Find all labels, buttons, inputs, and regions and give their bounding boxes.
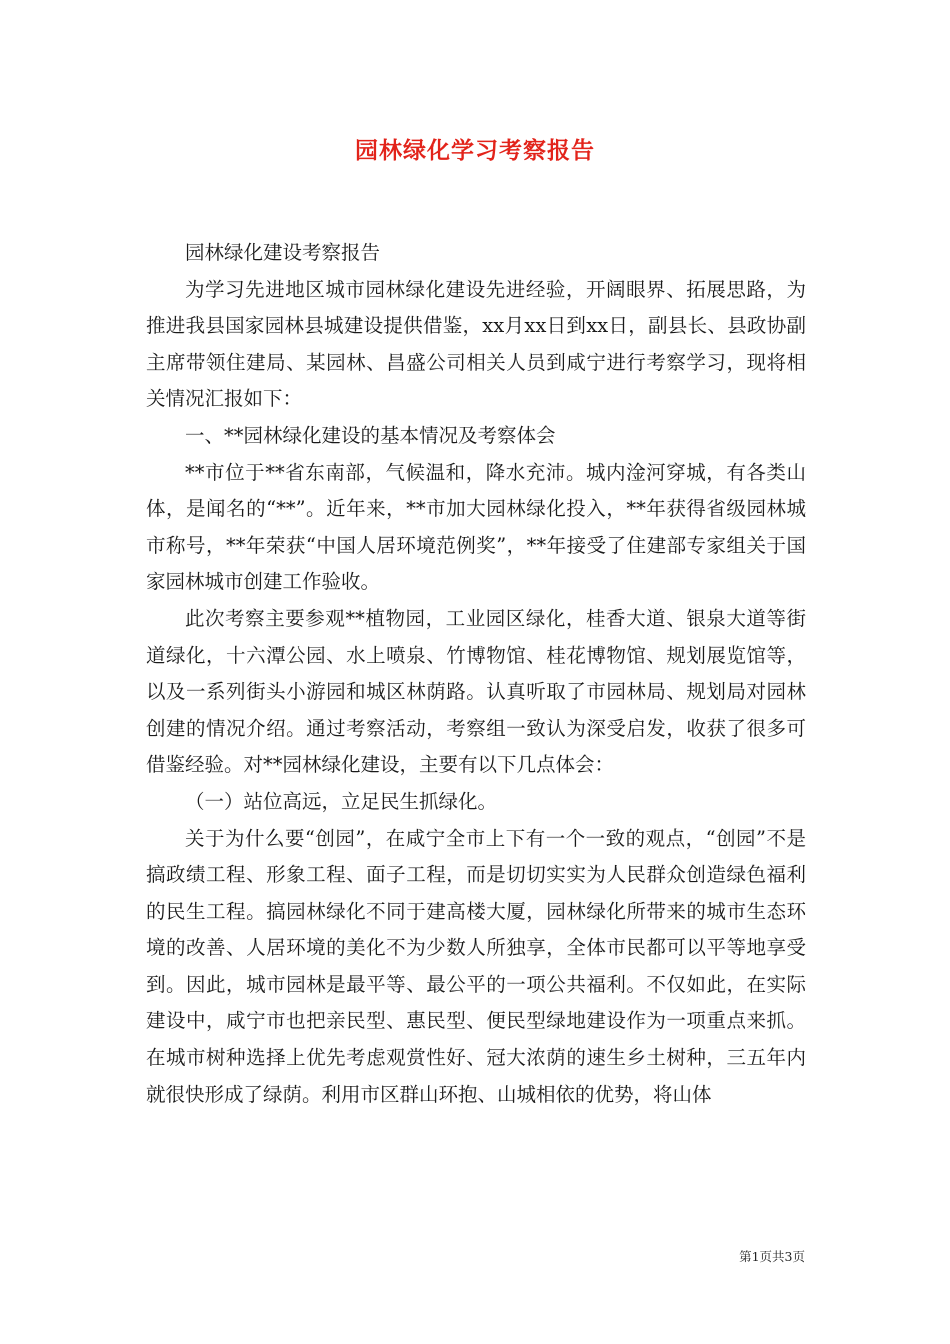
document-title: 园林绿化学习考察报告 (355, 137, 595, 164)
page-number: 第1页共3页 (739, 1249, 805, 1264)
paragraph-livelihood: 关于为什么要“创园”，在咸宁全市上下有一个一致的观点，“创园”不是搞政绩工程、形象工程、面子工程，而是切切实实为人民群众创造绿色福利的民生工程。搞园林绿化不同于建高楼大厦，园林绿化所带来的城市生态环境的改善、人居环境的美化不为少数人所独享，全体市民都可以平等地享受到。因此，城市园林是最平等、最公平的一项公共福利。不仅如此，在实际建设中，咸宁市也把亲民型、惠民型、便民型绿地建设作为一项重点来抓。在城市树种选择上优先考虑观赏性好、冠大浓荫的速生乡土树种，三五年内就很快形成了绿荫。利用市区群山环抱、山城相依的优势，将山体 (146, 826, 806, 1106)
paragraph-city-overview: **市位于**省东南部，气候温和，降水充沛。城内淦河穿城，有各类山体，是闻名的“**”。近年来，**市加大园林绿化投入，**年获得省级园林城市称号，**年荣获“中国人居环境范例奖”，**年接受了住建部专家组关于国家园林城市创建工作验收。 (146, 460, 806, 594)
paragraph-inspection: 此次考察主要参观**植物园，工业园区绿化，桂香大道、银泉大道等街道绿化，十六潭公园、水上喷泉、竹博物馆、桂花博物馆、规划展览馆等，以及一系列街头小游园和城区林荫路。认真听取了市园林局、规划局对园林创建的情况介绍。通过考察活动，考察组一致认为深受启发，收获了很多可借鉴经验。对**园林绿化建设，主要有以下几点体会： (146, 606, 806, 777)
subsection-heading-1: （一）站位高远，立足民生抓绿化。 (185, 789, 498, 813)
section-heading-1: 一、**园林绿化建设的基本情况及考察体会 (185, 423, 556, 447)
document-body (146, 235, 806, 1113)
paragraph-intro: 为学习先进地区城市园林绿化建设先进经验，开阔眼界、拓展思路，为推进我县国家园林县城建设提供借鉴，xx月xx日到xx日，副县长、县政协副主席带领住建局、某园林、昌盛公司相关人员到咸宁进行考察学习，现将相关情况汇报如下： (146, 277, 806, 411)
report-subtitle: 园林绿化建设考察报告 (185, 241, 381, 264)
